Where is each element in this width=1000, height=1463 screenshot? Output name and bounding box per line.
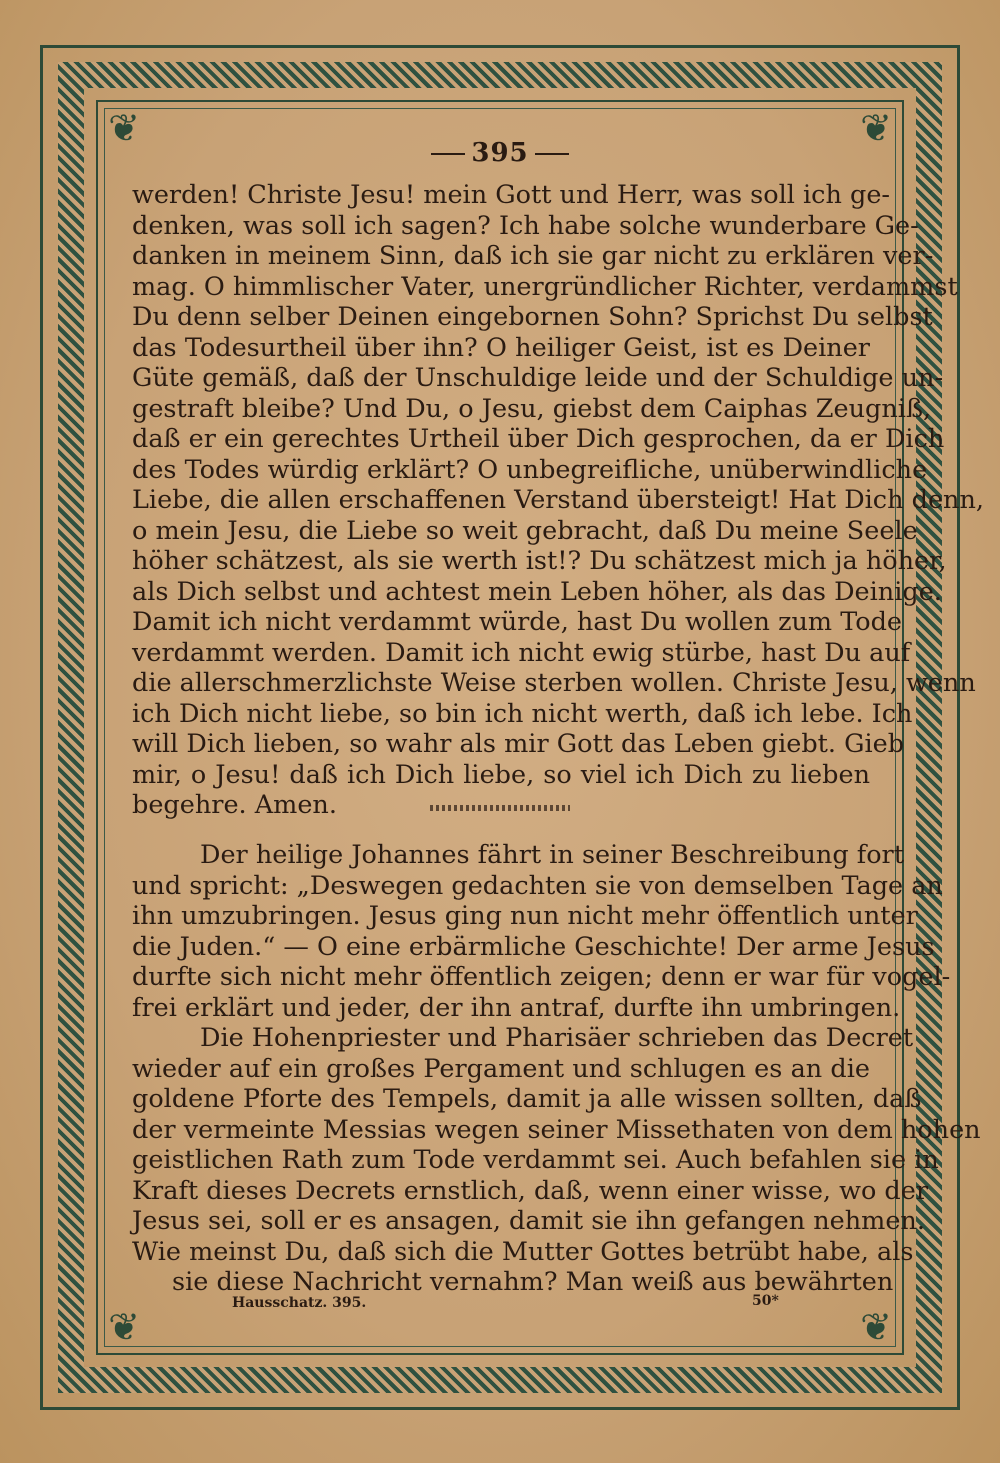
text-line: ihn umzubringen. Jesus ging nun nicht mehr öffentlich unter	[132, 901, 918, 931]
text-line: durfte sich nicht mehr öffentlich zeigen; denn er war für vogel-	[132, 962, 951, 992]
corner-ornament-icon: ❦	[108, 106, 140, 150]
text-line: wieder auf ein großes Pergament und schlugen es an die	[132, 1053, 870, 1084]
header-dash	[431, 153, 465, 155]
text-line: gestraft bleibe? Und Du, o Jesu, giebst dem Caiphas Zeugniß,	[132, 393, 932, 424]
footer-signature: Hausschatz. 395.	[232, 1295, 367, 1311]
paragraph-1	[132, 180, 984, 821]
text-line: sie diese Nachricht vernahm? Man weiß aus bewährten	[172, 1267, 894, 1297]
text-line: Der heilige Johannes fährt in seiner Beschreibung fort	[200, 840, 904, 870]
header-dash	[535, 153, 569, 155]
corner-ornament-icon: ❦	[860, 106, 892, 150]
text-line: Kraft dieses Decrets ernstlich, daß, wenn einer wisse, wo der	[132, 1175, 929, 1206]
text-line: geistlichen Rath zum Tode verdammt sei. Auch befahlen sie in	[132, 1145, 939, 1175]
text-line: mag. O himmlischer Vater, unergründlicher Richter, verdammst	[132, 271, 958, 302]
text-line: höher schätzest, als sie werth ist!? Du schätzest mich ja höher,	[132, 546, 947, 576]
text-line: und spricht: „Deswegen gedachten sie von demselben Tage an	[132, 870, 943, 901]
page-header	[0, 138, 1000, 168]
text-line: Du denn selber Deinen eingebornen Sohn? Sprichst Du selbst	[132, 302, 933, 332]
text-line: verdammt werden. Damit ich nicht ewig stürbe, hast Du auf	[132, 637, 911, 668]
text-line: frei erklärt und jeder, der ihn antraf, durfte ihn umbringen.	[132, 992, 901, 1023]
footer-sheet-mark: 50*	[752, 1293, 779, 1309]
text-line: begehre. Amen.	[132, 790, 337, 820]
text-line: als Dich selbst und achtest mein Leben höher, als das Deinige.	[132, 576, 942, 607]
text-line: das Todesurtheil über ihn? O heiliger Geist, ist es Deiner	[132, 332, 870, 363]
text-line: denken, was soll ich sagen? Ich habe solche wunderbare Ge-	[132, 210, 919, 241]
text-line: Jesus sei, soll er es ansagen, damit sie ihn gefangen nehmen.	[132, 1206, 925, 1236]
text-line: der vermeinte Messias wegen seiner Missethaten von dem hohen	[132, 1114, 981, 1145]
text-line: mir, o Jesu! daß ich Dich liebe, so viel ich Dich zu lieben	[132, 759, 870, 790]
text-line: goldene Pforte des Tempels, damit ja alle wissen sollten, daß	[132, 1084, 922, 1114]
text-line: des Todes würdig erklärt? O unbegreifliche, unüberwindliche	[132, 454, 928, 485]
corner-ornament-icon: ❦	[108, 1305, 140, 1349]
paragraph-2	[132, 840, 981, 1298]
text-line: will Dich lieben, so wahr als mir Gott das Leben giebt. Gieb	[132, 729, 905, 759]
text-line: Güte gemäß, daß der Unschuldige leide und der Schuldige un-	[132, 363, 944, 393]
text-line: daß er ein gerechtes Urtheil über Dich gesprochen, da er Dich	[132, 424, 945, 454]
text-line: die allerschmerzlichste Weise sterben wollen. Christe Jesu, wenn	[132, 668, 976, 698]
text-line: o mein Jesu, die Liebe so weit gebracht, daß Du meine Seele	[132, 515, 918, 546]
section-divider	[430, 805, 570, 811]
text-line: Die Hohenpriester und Pharisäer schrieben das Decret	[200, 1023, 914, 1053]
text-line: danken in meinem Sinn, daß ich sie gar nicht zu erklären ver-	[132, 241, 934, 271]
text-line: Wie meinst Du, daß sich die Mutter Gottes betrübt habe, als	[132, 1236, 914, 1267]
text-line: Liebe, die allen erschaffenen Verstand übersteigt! Hat Dich denn,	[132, 485, 984, 515]
text-line: die Juden.“ — O eine erbärmliche Geschichte! Der arme Jesus	[132, 931, 935, 962]
page-number: 395	[471, 138, 529, 168]
text-line: ich Dich nicht liebe, so bin ich nicht werth, daß ich lebe. Ich	[132, 698, 913, 729]
text-line: werden! Christe Jesu! mein Gott und Herr, was soll ich ge-	[132, 180, 891, 210]
corner-ornament-icon: ❦	[860, 1305, 892, 1349]
text-line: Damit ich nicht verdammt würde, hast Du wollen zum Tode	[132, 607, 903, 637]
